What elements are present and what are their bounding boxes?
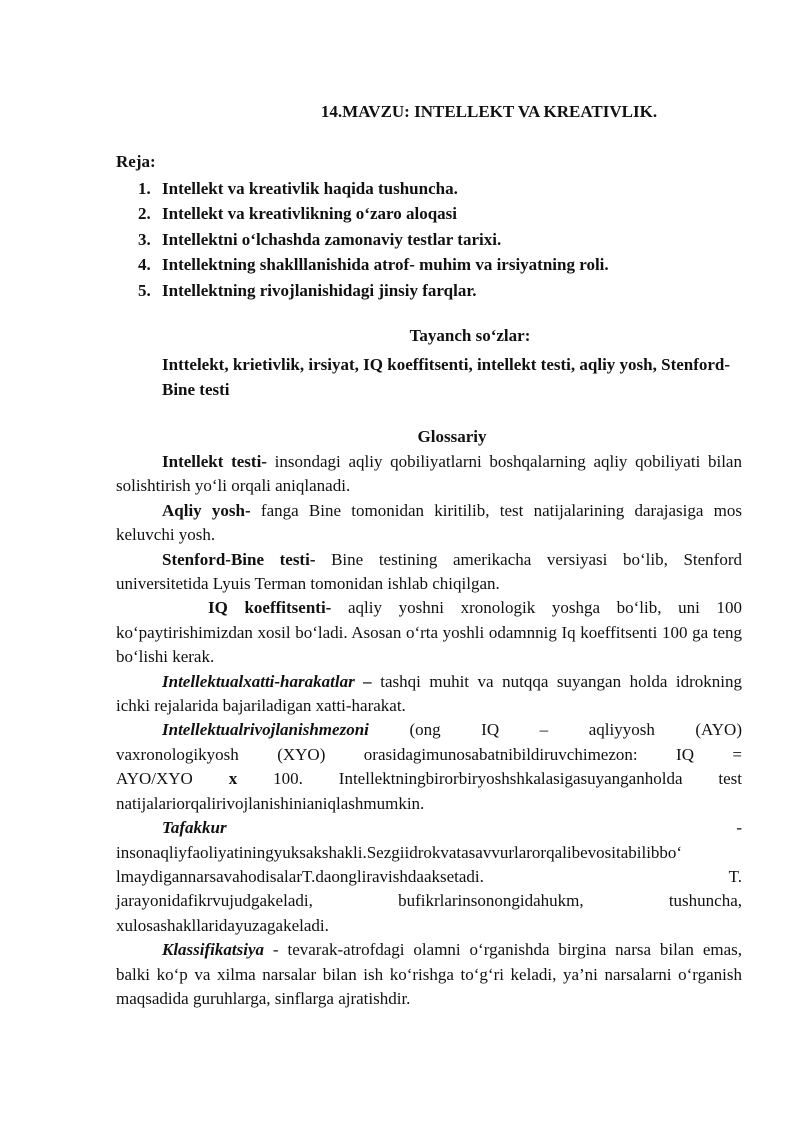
plan-label: Reja: <box>116 152 156 171</box>
glossary-term: IQ koeffitsenti- <box>208 598 332 618</box>
plan-item-text: Intellektning shaklllanishida atrof- muhim va irsiyatning roli. <box>162 255 609 275</box>
glossary-definition: lmaydigannarsavahodisalarT.daongliravishdaaksetadi. <box>116 866 484 886</box>
plan-item-number: 2. <box>138 204 151 224</box>
glossary-definition: T. <box>728 866 742 886</box>
glossary-definition: insondagi aqliy qobiliyatlarni boshqalarning aqliy qobiliyati bilan solishtirish yo‘li orqali aniqlanadi. <box>116 452 742 496</box>
glossary-line: natijalariorqalirivojlanishinianiqlashmumkin. <box>116 793 425 813</box>
glossary-term: Klassifikatsiya <box>162 940 265 960</box>
plan-item <box>138 278 609 303</box>
glossary-definition: aqliy yoshni xronologik yoshga bo‘lib, uni 100 ko‘paytirishimizdan xosil bo‘ladi. Asosan o‘rta yoshli odamnnig Iq koeffitsenti 100 ga teng bo‘lishi kerak. <box>116 598 742 667</box>
glossary-definition: tushuncha, <box>668 891 743 911</box>
glossary-entry <box>116 548 742 597</box>
plan-item-text: Intellektni o‘lchashda zamonaviy testlar tarixi. <box>162 229 502 249</box>
glossary-definition: tashqi muhit va nutqqa suyangan holda idrokning ichki rejalarida bajariladigan xatti-harakat. <box>116 671 742 716</box>
glossary-definition: Bine testining amerikacha versiyasi bo‘lib, Stenford universitetida Lyuis Terman tomonidan ishlab chiqilgan. <box>116 549 742 594</box>
plan-item-text: Intellektning rivojlanishidagi jinsiy farqlar. <box>162 280 477 300</box>
plan-item-number: 1. <box>138 179 151 198</box>
plan-item-number: 4. <box>138 255 151 275</box>
glossary-definition: bufikrlarinsonongidahukm, <box>398 891 584 911</box>
glossary-definition: jarayonidafikrvujudgakeladi, <box>116 891 313 911</box>
glossary-term: Aqliy yosh- <box>162 500 251 520</box>
glossary-definition-bold: x <box>228 769 238 789</box>
glossary-definition: - tevarak-atrofdagi olamni o‘rganishda birgina narsa bilan emas, balki ko‘p va xilma narsalar bilan ish ko‘rishga to‘g‘ri keladi, ya’ni narsalarni o‘rganish maqsadida guruhlarga, sinflarga ajratishdir. <box>116 940 742 1008</box>
glossary-heading: Glossariy <box>417 427 487 446</box>
plan-item-number: 5. <box>138 280 151 300</box>
plan-item-text: Intellekt va kreativlikning o‘zaro aloqasi <box>162 204 458 224</box>
plan-item-text: Intellekt va kreativlik haqida tushuncha. <box>162 179 458 198</box>
glossary-term: Intellekt testi- <box>162 452 267 471</box>
glossary-definition: - <box>736 818 742 838</box>
page-title: 14.MAVZU: INTELLEKT VA KREATIVLIK. <box>320 102 658 121</box>
glossary-line: xulosashakllaridayuzagakeladi. <box>116 915 329 935</box>
glossary-entry <box>116 596 742 669</box>
glossary-line <box>116 865 742 889</box>
plan-item <box>138 176 609 201</box>
glossary-line <box>116 889 742 913</box>
keywords-text: Inttelekt, krietivlik, irsiyat, IQ koeffitsenti, intellekt testi, aqliy yosh, Stenford-Bine testi <box>162 355 731 400</box>
glossary-term: Tafakkur <box>162 818 227 838</box>
glossary-definition: AYO/XYO <box>116 769 193 789</box>
glossary-entry <box>116 499 742 548</box>
plan-list <box>138 176 609 303</box>
glossary-line <box>116 767 742 791</box>
glossary-entry <box>116 938 742 1011</box>
glossary-entry <box>116 670 742 719</box>
glossary-body <box>116 450 742 1011</box>
plan-item <box>138 227 609 252</box>
glossary-term: Intellektualxatti-harakatlar – <box>162 671 372 691</box>
glossary-line: vaxronologikyosh (XYO) orasidagimunosabatnibildiruvchimezon: IQ = <box>116 744 742 764</box>
plan-item <box>138 252 609 277</box>
glossary-entry <box>116 450 742 499</box>
glossary-entry <box>116 816 742 938</box>
glossary-term: Stenford-Bine testi- <box>162 549 316 569</box>
keywords-heading: Tayanch so‘zlar: <box>409 326 531 345</box>
glossary-term: Intellektualrivojlanishmezoni <box>162 720 369 740</box>
glossary-definition: 100. Intellektningbirorbiryoshshkalasigasuyanganholda test <box>273 769 743 789</box>
glossary-line <box>116 816 742 840</box>
plan-item-number: 3. <box>138 229 151 249</box>
glossary-line: insonaqliyfaoliyatiningyuksakshakli.Sezgiidrokvatasavvurlarorqalibevositabilibbo‘ <box>116 842 683 862</box>
glossary-definition: fanga Bine tomonidan kiritilib, test natijalarining darajasiga mos keluvchi yosh. <box>116 500 742 545</box>
glossary-definition: (ong IQ – aqliyyosh (AYO) <box>409 720 742 740</box>
glossary-entry <box>116 718 742 816</box>
plan-item <box>138 201 609 226</box>
glossary-line <box>116 718 742 742</box>
